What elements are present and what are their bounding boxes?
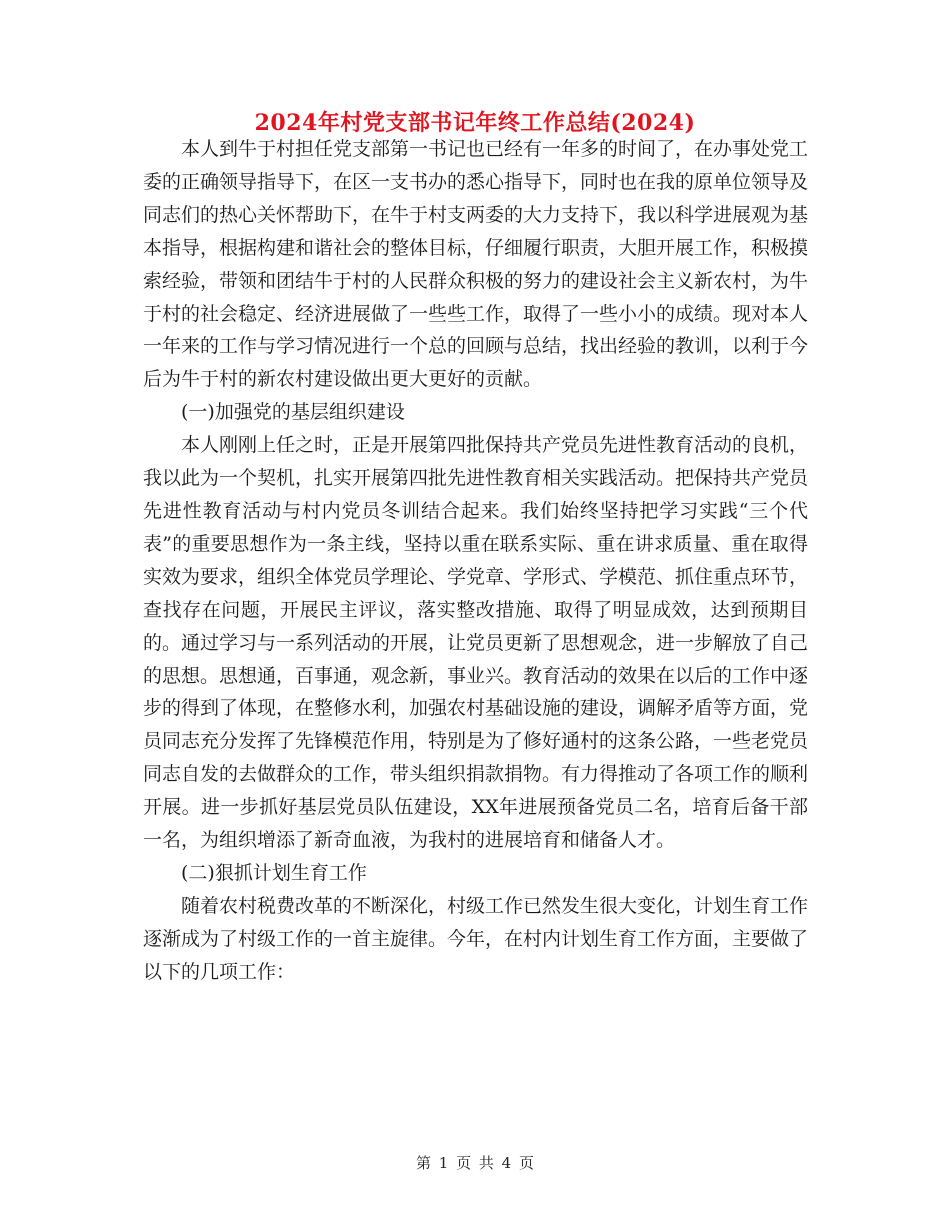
section-heading-family-planning: (二)狠抓计划生育工作 bbox=[181, 861, 367, 884]
document-title: 2024年村党支部书记年终工作总结(2024) bbox=[254, 110, 696, 136]
section-heading-party-building: (一)加强党的基层组织建设 bbox=[181, 401, 405, 424]
paragraph-intro: 本人到牛于村担任党支部第一书记也已经有一年多的时间了，在办事处党工委的正确领导指导下，在区一支书办的悉心指导下，同时也在我的原单位领导及同志们的热心关怀帮助下，在牛于村支两委的大力支持下，我以科学进展观为基本指导，根据构建和谐社会的整体目标，仔细履行职责，大胆开展工作，积极摸索经验，带领和团结牛于村的人民群众积极的努力的建设社会主义新农村，为牛于村的社会稳定、经济进展做了一些些工作，取得了一些小小的成绩。现对本人一年来的工作与学习情况进行一个总的回顾与总结，找出经验的教训，以利于今后为牛于村的新农村建设做出更大更好的贡献。 bbox=[143, 138, 809, 391]
paragraph-family-planning: 随着农村税费改革的不断深化，村级工作已然发生很大变化，计划生育工作逐渐成为了村级工作的一首主旋律。今年，在村内计划生育工作方面，主要做了以下的几项工作： bbox=[143, 894, 809, 983]
page-footer: 第 1 页 共 4 页 bbox=[416, 1154, 534, 1172]
document-body bbox=[143, 133, 808, 989]
paragraph-party-building: 本人刚刚上任之时，正是开展第四批保持共产党员先进性教育活动的良机，我以此为一个契机，扎实开展第四批先进性教育相关实践活动。把保持共产党员先进性教育活动与村内党员冬训结合起来。我们始终坚持把学习实践“三个代表”的重要思想作为一条主线，坚持以重在联系实际、重在讲求质量、重在取得实效为要求，组织全体党员学理论、学党章、学形式、学模范、抓住重点环节，查找存在问题，开展民主评议，落实整改措施、取得了明显成效，达到预期目的。通过学习与一系列活动的开展，让党员更新了思想观念，进一步解放了自己的思想。思想通，百事通，观念新，事业兴。教育活动的效果在以后的工作中逐步的得到了体现，在整修水利，加强农村基础设施的建设，调解矛盾等方面，党员同志充分发挥了先锋模范作用，特别是为了修好通村的这条公路，一些老党员同志自发的去做群众的工作，带头组织捐款捐物。有力得推动了各项工作的顺利开展。进一步抓好基层党员队伍建设，XX年进展预备党员二名，培育后备干部一名，为组织增添了新奇血液，为我村的进展培育和储备人才。 bbox=[143, 434, 809, 852]
